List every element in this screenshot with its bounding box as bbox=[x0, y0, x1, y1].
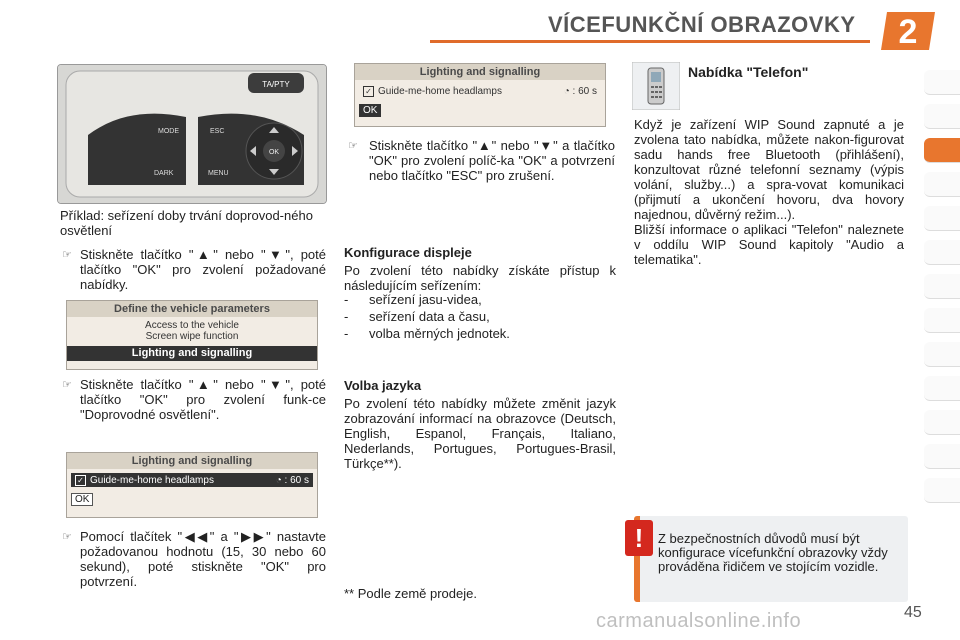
page-number: 45 bbox=[904, 604, 922, 621]
screen-vehicle-parameters bbox=[66, 300, 318, 370]
chapter-tab[interactable] bbox=[924, 342, 960, 367]
chapter-tab[interactable] bbox=[924, 308, 960, 333]
mode-button-label: MODE bbox=[158, 128, 179, 135]
screen-option: Screen wipe function bbox=[145, 331, 239, 342]
phone-menu-text: Když je zařízení WIP Sound zapnuté a je zvolena tato nabídka, můžete nakon-figurovat sadu hands free Bluetooth (přihlášení), konzultovat různé telefonní seznamy (výpis volání, služby...) a spra-vovat komunikaci (přijmutí a ukončení hovoru, dva hovory najednou, důvěrný režim...). bbox=[634, 117, 904, 222]
display-config-heading: Konfigurace displeje bbox=[344, 245, 472, 260]
chapter-tab[interactable] bbox=[924, 206, 960, 231]
list-item: seřízení jasu-videa, bbox=[369, 292, 482, 307]
phone-menu-reference: Bližší informace o aplikaci "Telefon" naleznete v oddílu WIP Sound kapitoly "Audio a telematika". bbox=[634, 222, 904, 267]
ta-button-label: TA/PTY bbox=[262, 80, 290, 89]
language-heading: Volba jazyka bbox=[344, 378, 422, 393]
phone-menu-heading: Nabídka "Telefon" bbox=[688, 64, 809, 80]
step-select-menu: Stiskněte tlačítko "▲" nebo "▼", poté tlačítko "OK" pro zvolení požadované nabídky. bbox=[80, 247, 326, 292]
language-text: Po zvolení této nabídky můžete změnit jazyk zobrazování informací na obrazovce (Deutsch, English, Espanol, Français, Italiano, Nederlands, Portugues, Portugues-Brasil, Türkçe**). bbox=[344, 396, 616, 471]
chapter-tab[interactable] bbox=[924, 376, 960, 401]
ok-field-selected: OK bbox=[359, 104, 381, 117]
header-rule bbox=[430, 40, 870, 43]
chapter-tab-strip bbox=[924, 70, 960, 610]
example-caption: Příklad: seřízení doby trvání doprovod-ného osvětlení bbox=[60, 208, 313, 238]
screen-title: Lighting and signalling bbox=[67, 453, 317, 469]
chapter-tab[interactable] bbox=[924, 274, 960, 299]
timer-value: 60 bbox=[290, 474, 302, 486]
menu-button-label: MENU bbox=[208, 170, 229, 177]
timer-icon: ◔ : 60 s bbox=[275, 474, 309, 486]
chapter-tab[interactable] bbox=[924, 478, 960, 503]
chapter-tab[interactable] bbox=[924, 240, 960, 265]
ok-field: OK bbox=[71, 493, 93, 506]
list-dash: - bbox=[344, 326, 349, 341]
finger-bullet-icon: ☞ bbox=[62, 249, 72, 261]
checkbox-icon: ✓ bbox=[363, 86, 374, 97]
step-confirm: Stiskněte tlačítko "▲" nebo "▼" a tlačítko "OK" pro zvolení políč-ka "OK" a potvrzení nebo tlačítko "ESC" pro zrušení. bbox=[369, 138, 615, 183]
screen-title: Lighting and signalling bbox=[355, 64, 605, 80]
chapter-tab[interactable] bbox=[924, 444, 960, 469]
mobile-phone-icon bbox=[632, 62, 680, 110]
timer-value: 60 bbox=[578, 85, 590, 97]
esc-button-label: ESC bbox=[210, 128, 225, 135]
dark-button-label: DARK bbox=[154, 170, 174, 177]
watermark: carmanualsonline.info bbox=[596, 610, 802, 632]
list-dash: - bbox=[344, 292, 349, 307]
chapter-tab[interactable] bbox=[924, 172, 960, 197]
chapter-badge bbox=[877, 8, 941, 54]
chapter-tab[interactable] bbox=[924, 70, 960, 95]
step-set-value: Pomocí tlačítek "◀◀" a "▶▶" nastavte požadovanou hodnotu (15, 30 nebo 60 sekund), poté stiskněte "OK" pro potvrzení. bbox=[80, 529, 326, 589]
warning-text: Z bezpečnostních důvodů musí být konfigurace vícefunkční obrazovky vždy prováděna řidičem ve stojícím vozidle. bbox=[658, 531, 888, 574]
screen-lighting-signalling bbox=[66, 452, 318, 518]
timer-unit: s bbox=[592, 85, 597, 97]
screen-option: Guide-me-home headlamps bbox=[90, 474, 214, 486]
finger-bullet-icon: ☞ bbox=[62, 379, 72, 391]
list-item: volba měrných jednotek. bbox=[369, 326, 510, 341]
finger-bullet-icon: ☞ bbox=[62, 531, 72, 543]
ok-button-label: OK bbox=[268, 149, 280, 156]
screen-option: Guide-me-home headlamps bbox=[378, 85, 502, 97]
finger-bullet-icon: ☞ bbox=[348, 140, 358, 152]
screen-option: Access to the vehicle bbox=[145, 320, 239, 331]
timer-icon: ◔ : 60 s bbox=[563, 85, 597, 97]
list-item: seřízení data a času, bbox=[369, 309, 490, 324]
screen-title: Define the vehicle parameters bbox=[67, 301, 317, 317]
chapter-tab-active[interactable] bbox=[924, 138, 960, 163]
screen-option-selected: Lighting and signalling bbox=[67, 346, 317, 361]
control-panel-image bbox=[57, 64, 327, 204]
screen-lighting-signalling-ok bbox=[354, 63, 606, 127]
page-title: VÍCEFUNKČNÍ OBRAZOVKY bbox=[548, 12, 856, 37]
chapter-number: 2 bbox=[898, 13, 918, 51]
list-dash: - bbox=[344, 309, 349, 324]
warning-icon: ! bbox=[625, 520, 653, 556]
timer-unit: s bbox=[304, 474, 309, 486]
chapter-tab[interactable] bbox=[924, 104, 960, 129]
chapter-tab[interactable] bbox=[924, 410, 960, 435]
footnote: ** Podle země prodeje. bbox=[344, 586, 477, 601]
checkbox-icon: ✓ bbox=[75, 475, 86, 486]
display-config-text: Po zvolení této nabídky získáte přístup k následujícím seřízením: bbox=[344, 263, 616, 293]
step-select-function: Stiskněte tlačítko "▲" nebo "▼", poté tlačítko "OK" pro zvolení funk-ce "Doprovodné osvětlení". bbox=[80, 377, 326, 422]
